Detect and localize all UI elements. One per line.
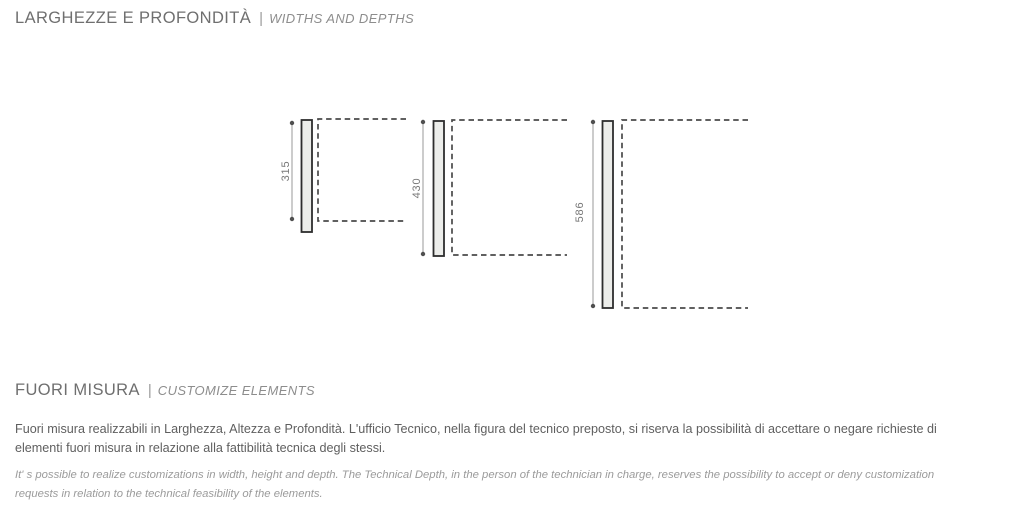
dimension-label: 430 (411, 177, 423, 199)
dimension-endpoint-dot (421, 252, 425, 256)
depth-outline (318, 119, 406, 221)
widths-depths-title (15, 9, 414, 28)
dimension-endpoint-dot (591, 120, 595, 124)
widths-depths-title-english: WIDTHS AND DEPTHS (269, 11, 415, 26)
dimension-endpoint-dot (421, 120, 425, 124)
panel-diagram-315 (280, 119, 406, 232)
customize-paragraph-italian: Fuori misura realizzabili in Larghezza, Altezza e Profondità. L'ufficio Tecnico, nella figura del tecnico preposto, si riserva la possibilità di accettare o negare richieste di elementi fuori misura in relazione alla fattibilità tecnica degli stessi. (15, 422, 937, 455)
customize-title-english: CUSTOMIZE ELEMENTS (157, 383, 315, 398)
title-divider: | (259, 10, 264, 27)
dimension-endpoint-dot (290, 121, 294, 125)
widths-depths-title-italian: LARGHEZZE E PROFONDITÀ (15, 9, 252, 27)
depth-outline (452, 120, 567, 255)
panel-diagram-586 (574, 120, 748, 308)
customize-elements-title (15, 381, 315, 400)
dimension-label: 586 (574, 201, 586, 223)
customize-paragraph-english: It' s possible to realize customizations in width, height and depth. The Technical Depth, in the person of the technician in charge, reserves the possibility to accept or deny customization requests in relation to the technical feasibility of the elements. (15, 469, 935, 500)
depth-outline (622, 120, 748, 308)
widths-depths-figure (280, 110, 760, 320)
dimension-endpoint-dot (591, 304, 595, 308)
customize-title-italian: FUORI MISURA (15, 381, 140, 399)
panel (302, 120, 313, 232)
title-divider: | (147, 382, 152, 399)
dimension-endpoint-dot (290, 217, 294, 221)
panel-diagram-430 (411, 120, 567, 256)
panel (603, 121, 614, 308)
dimension-label: 315 (280, 160, 292, 182)
panel (434, 121, 445, 256)
